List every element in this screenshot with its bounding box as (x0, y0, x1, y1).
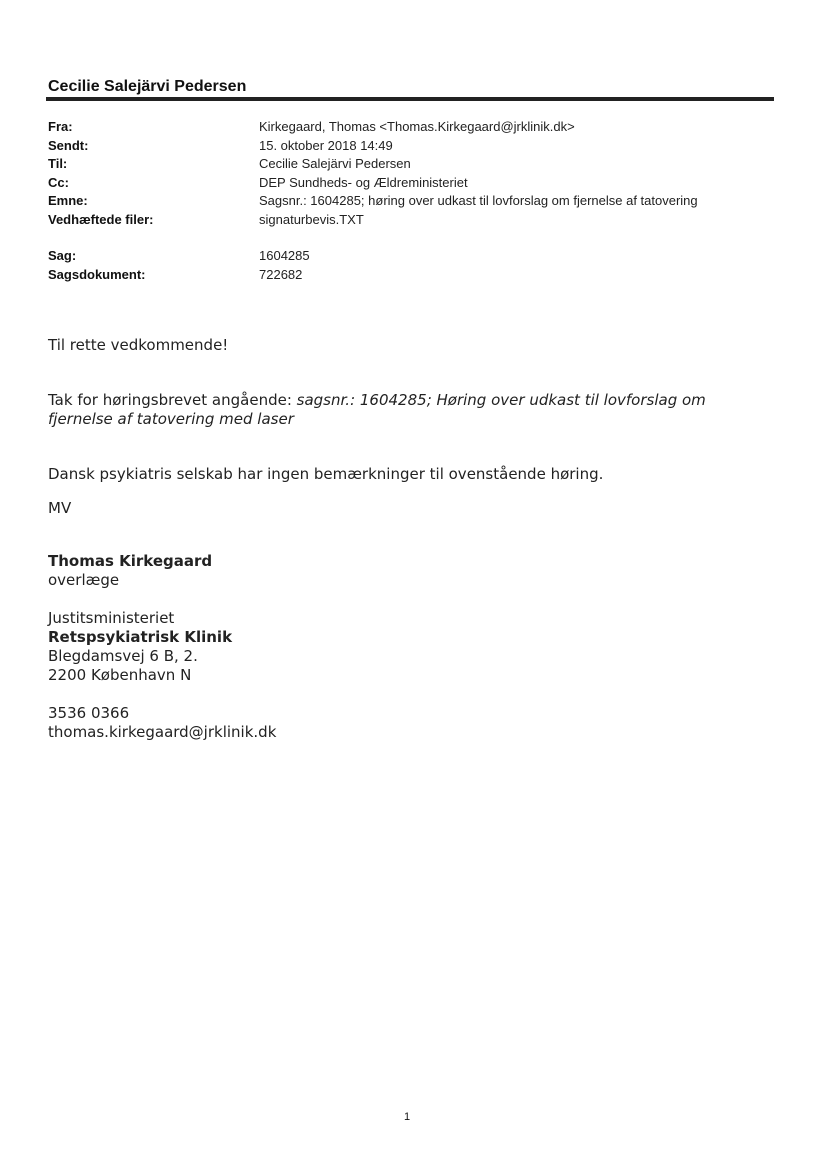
statement: Dansk psykiatris selskab har ingen bemærkninger til ovenstående høring. (48, 465, 604, 483)
header-row-cc (48, 174, 698, 193)
sent-label: Sendt: (48, 137, 89, 153)
thanks-subject-line2: fjernelse af tatovering med laser (48, 410, 294, 428)
thanks-subject-line1: sagsnr.: 1604285; Høring over udkast til lovforslag om (296, 391, 706, 409)
signature-name: Thomas Kirkegaard (48, 552, 213, 570)
sent-value: 15. oktober 2018 14:49 (259, 137, 393, 153)
header-row-from (48, 118, 698, 137)
mailbox-owner-name: Cecilie Salejärvi Pedersen (48, 78, 247, 95)
header-divider (46, 97, 774, 101)
header-row-case (48, 247, 698, 266)
attachments-label: Vedhæftede filer: (48, 211, 154, 227)
thanks-paragraph (48, 391, 768, 429)
attachments-value: signaturbevis.TXT (259, 211, 364, 227)
to-value: Cecilie Salejärvi Pedersen (259, 156, 411, 171)
initials: MV (48, 499, 72, 517)
signature-street: Blegdamsvej 6 B, 2. (48, 647, 198, 665)
signature-email: thomas.kirkegaard@jrklinik.dk (48, 723, 277, 741)
case-value: 1604285 (259, 248, 310, 263)
signature-block (48, 552, 768, 742)
to-label: Til: (48, 156, 68, 171)
email-header (48, 118, 698, 284)
greeting: Til rette vedkommende! (48, 336, 229, 354)
cc-value: DEP Sundheds- og Ældreministeriet (259, 174, 468, 190)
header-row-subject (48, 192, 698, 211)
header-row-case-document (48, 266, 698, 285)
thanks-prefix: Tak for høringsbrevet angående: (48, 391, 297, 409)
signature-city: 2200 København N (48, 666, 192, 684)
header-row-to (48, 155, 698, 174)
signature-clinic: Retspsykiatrisk Klinik (48, 628, 233, 646)
from-value: Kirkegaard, Thomas <Thomas.Kirkegaard@jrklinik.dk> (259, 119, 575, 134)
from-label: Fra: (48, 119, 73, 134)
signature-ministry: Justitsministeriet (48, 609, 175, 627)
cc-label: Cc: (48, 174, 69, 190)
page-number: 1 (404, 1111, 411, 1123)
case-document-label: Sagsdokument: (48, 266, 146, 282)
signature-title: overlæge (48, 571, 120, 589)
case-label: Sag: (48, 248, 77, 263)
signature-phone: 3536 0366 (48, 704, 130, 722)
subject-label: Emne: (48, 193, 88, 208)
header-row-attachments (48, 211, 698, 230)
subject-value: Sagsnr.: 1604285; høring over udkast til lovforslag om fjernelse af tatovering (259, 193, 698, 208)
email-body (48, 336, 768, 742)
header-row-sent (48, 137, 698, 156)
case-document-value: 722682 (259, 266, 303, 282)
